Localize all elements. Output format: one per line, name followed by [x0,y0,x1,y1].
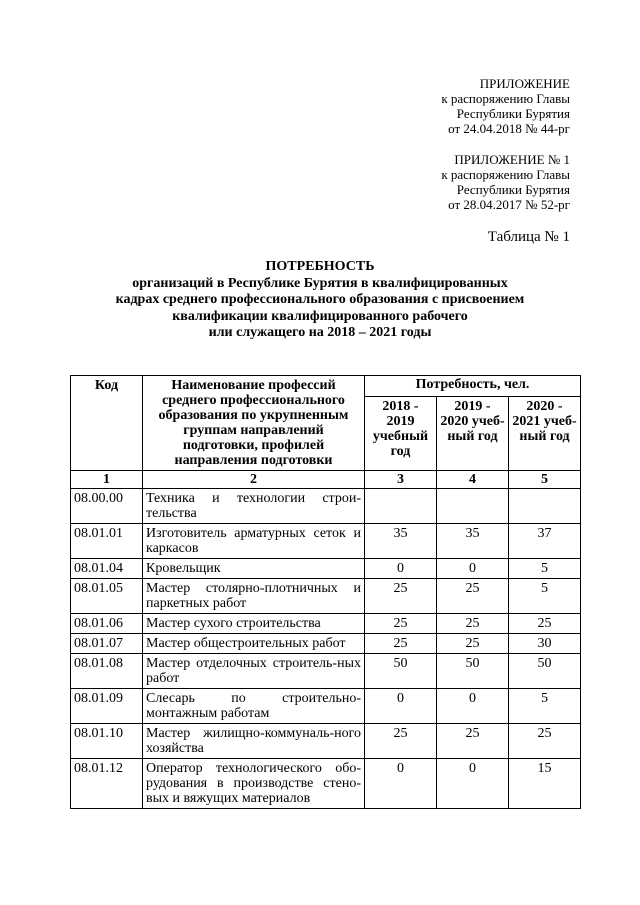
row-value-2020: 5 [509,689,581,724]
appendix-title: ПРИЛОЖЕНИЕ № 1 [454,152,570,167]
table-row [71,759,581,809]
row-value-2019: 0 [437,689,509,724]
table-row [71,654,581,689]
row-value-2019: 0 [437,559,509,579]
row-name: Мастер отделочных строитель-ных работ [143,654,365,689]
document-title [0,259,640,342]
row-value-2018: 25 [365,724,437,759]
row-value-2018: 25 [365,579,437,614]
appendix-line: к распоряжению Главы [441,91,570,106]
row-code: 08.01.08 [71,654,143,689]
column-number: 5 [509,471,581,489]
table-row [71,524,581,559]
row-name: Мастер общестроительных работ [143,634,365,654]
row-value-2018: 50 [365,654,437,689]
row-name: Оператор технологического обо-рудования в производстве стено-вых и вяжущих материалов [143,759,365,809]
row-name: Мастер сухого строительства [143,614,365,634]
header-year-2018: 2018 - 2019 учебный год [365,396,437,470]
row-value-2018: 0 [365,689,437,724]
column-number: 2 [143,471,365,489]
appendix-line: Республики Бурятия [456,182,570,197]
row-value-2019: 25 [437,634,509,654]
header-name: Наименование профессий среднего профессионального образования по укрупненным группам направлений подготовки, профилей направления подготовки [143,376,365,471]
row-value-2019: 25 [437,614,509,634]
row-code: 08.01.05 [71,579,143,614]
appendix-line: Республики Бурятия [456,106,570,121]
row-value-2020: 25 [509,614,581,634]
table-row [71,579,581,614]
column-number: 4 [437,471,509,489]
row-code: 08.00.00 [71,489,143,524]
appendix-title: ПРИЛОЖЕНИЕ [479,76,570,91]
header-year-2019: 2019 - 2020 учеб-ный год [437,396,509,470]
row-value-2018: 0 [365,759,437,809]
row-value-2018: 25 [365,634,437,654]
row-name: Мастер столярно-плотничных и паркетных работ [143,579,365,614]
demand-table [70,375,581,809]
row-value-2019 [437,489,509,524]
table-label: Таблица № 1 [487,229,570,245]
row-name: Мастер жилищно-коммуналь-ного хозяйства [143,724,365,759]
header-code: Код [71,376,143,471]
row-name: Кровельщик [143,559,365,579]
row-name: Изготовитель арматурных сеток и каркасов [143,524,365,559]
row-value-2019: 35 [437,524,509,559]
row-value-2019: 50 [437,654,509,689]
table-row [71,559,581,579]
appendix-date: от 28.04.2017 № 52-рг [448,197,570,212]
table-row [71,614,581,634]
row-value-2019: 25 [437,724,509,759]
row-value-2018: 35 [365,524,437,559]
row-value-2018 [365,489,437,524]
column-number: 3 [365,471,437,489]
row-value-2020: 37 [509,524,581,559]
table-row [71,724,581,759]
row-value-2018: 25 [365,614,437,634]
row-value-2020: 5 [509,579,581,614]
row-value-2020: 30 [509,634,581,654]
row-value-2019: 0 [437,759,509,809]
title-heading: ПОТРЕБНОСТЬ [265,259,375,274]
title-line: кадрах среднего профессионального образования с присвоением [115,292,525,307]
table-row [71,689,581,724]
table-row [71,634,581,654]
row-value-2020: 50 [509,654,581,689]
row-code: 08.01.09 [71,689,143,724]
row-value-2019: 25 [437,579,509,614]
row-name: Техника и технологии строи-тельства [143,489,365,524]
row-value-2018: 0 [365,559,437,579]
row-value-2020: 25 [509,724,581,759]
row-code: 08.01.06 [71,614,143,634]
row-value-2020: 15 [509,759,581,809]
header-need: Потребность, чел. [365,376,581,397]
table-row [71,489,581,524]
row-code: 08.01.01 [71,524,143,559]
row-code: 08.01.12 [71,759,143,809]
appendix-header [441,76,570,136]
title-line: или служащего на 2018 – 2021 годы [208,325,432,340]
row-code: 08.01.07 [71,634,143,654]
title-line: квалификации квалифицированного рабочего [172,308,468,324]
row-name: Слесарь по строительно-монтажным работам [143,689,365,724]
header-year-2020: 2020 - 2021 учеб-ный год [509,396,581,470]
column-number: 1 [71,471,143,489]
appendix-header-1 [441,152,570,212]
row-value-2020 [509,489,581,524]
title-line: организаций в Республике Бурятия в квалифицированных [132,275,508,291]
row-code: 08.01.04 [71,559,143,579]
appendix-line: к распоряжению Главы [441,167,570,182]
row-value-2020: 5 [509,559,581,579]
row-code: 08.01.10 [71,724,143,759]
appendix-date: от 24.04.2018 № 44-рг [448,121,570,136]
